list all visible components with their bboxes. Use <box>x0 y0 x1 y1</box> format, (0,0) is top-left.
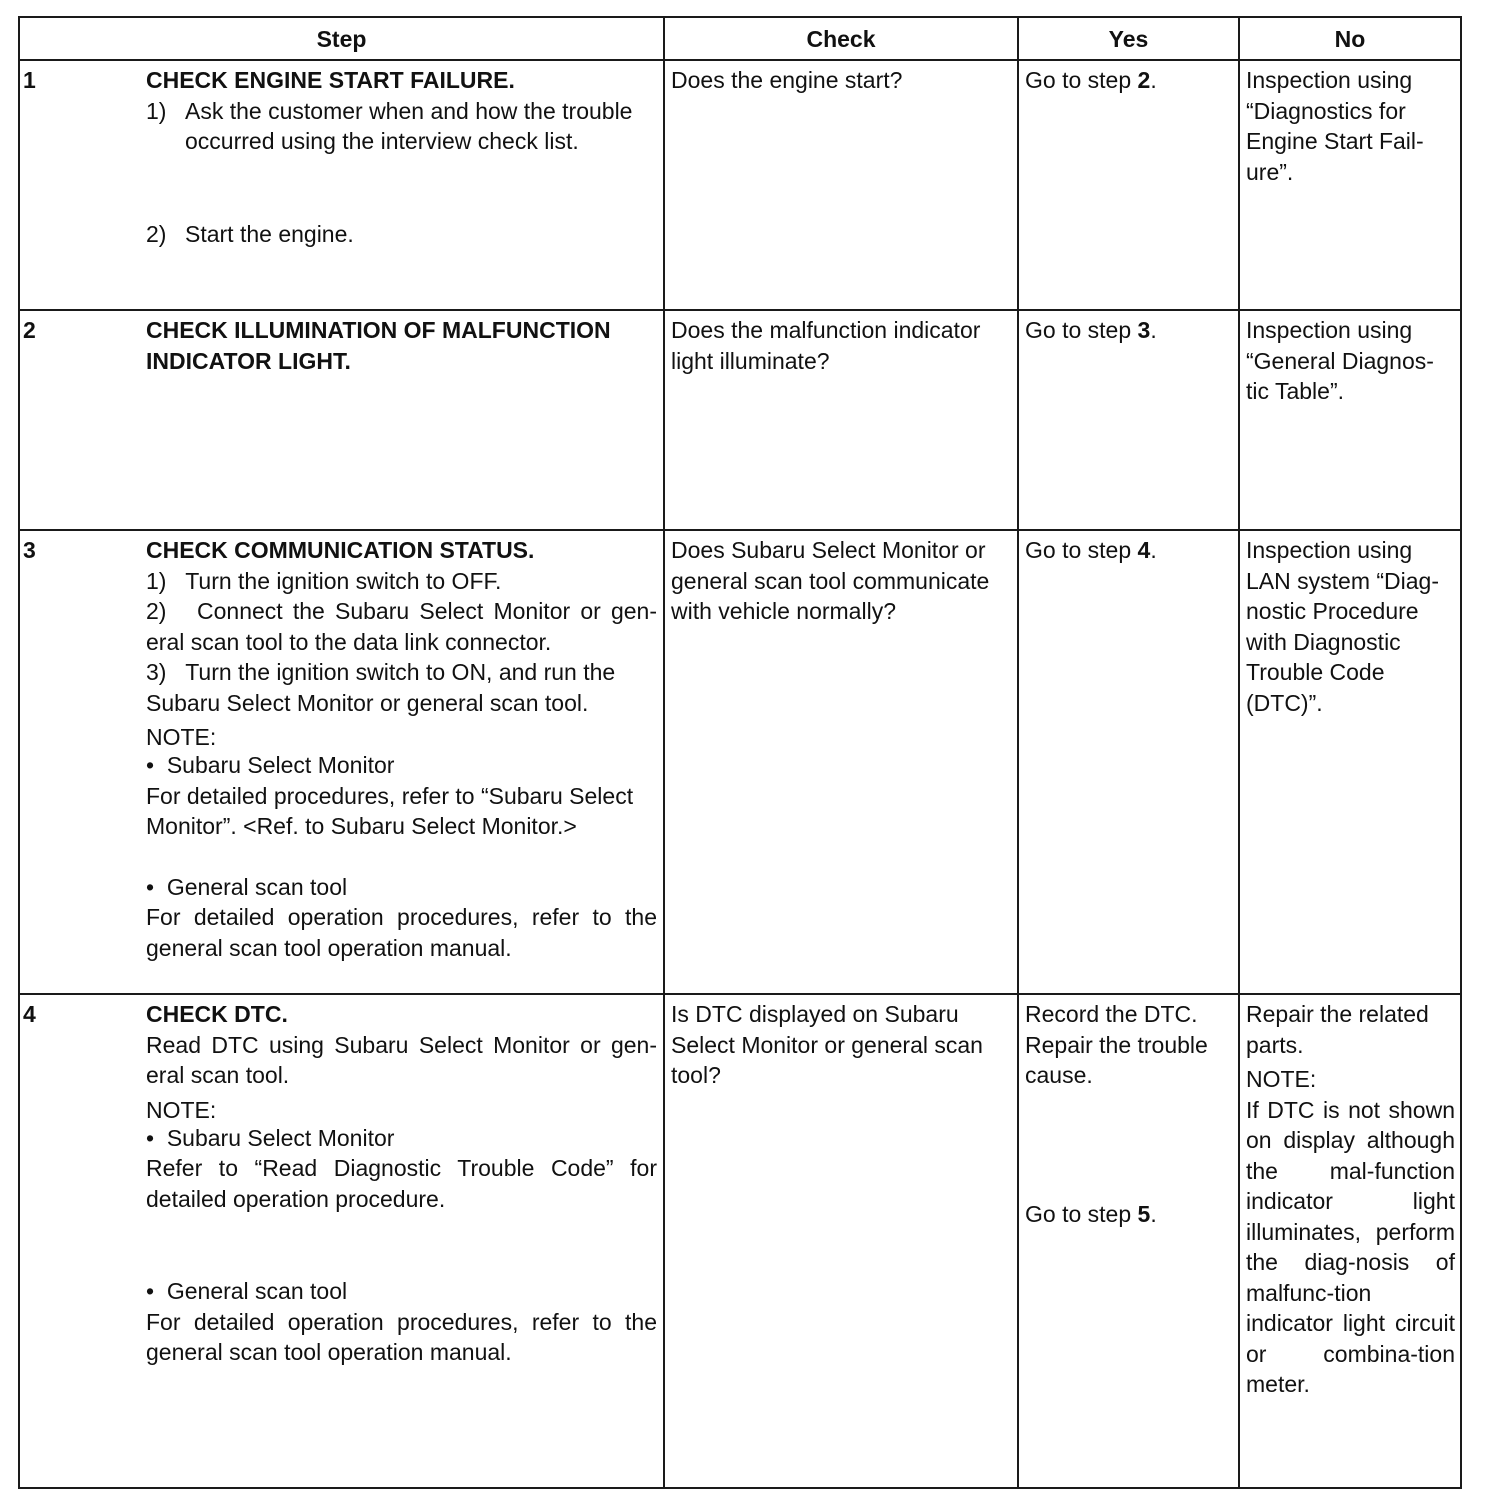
no-text: Repair the related parts. <box>1246 1001 1429 1058</box>
note-label: NOTE: <box>146 724 217 750</box>
yes-text: Record the DTC. Repair the trouble cause. <box>1025 1001 1208 1088</box>
step-title: CHECK ENGINE START FAILURE. <box>146 67 515 93</box>
check-cell: Does the engine start? <box>664 60 1018 310</box>
header-check: Check <box>664 17 1018 60</box>
table-row <box>19 310 1461 530</box>
step-title: CHECK COMMUNICATION STATUS. <box>146 537 535 563</box>
diagnostic-table <box>18 16 1462 1489</box>
check-cell: Does Subaru Select Monitor or general scan tool communicate with vehicle normally? <box>664 530 1018 994</box>
step-title: CHECK ILLUMINATION OF MALFUNCTION INDICATOR LIGHT. <box>146 317 611 374</box>
bullet-text: For detailed operation procedures, refer to the general scan tool operation manual. <box>146 1308 657 1365</box>
check-cell: Does the malfunction indicator light illuminate? <box>664 310 1018 530</box>
bullet-item: • Subaru Select Monitor <box>146 1124 395 1151</box>
step-cell <box>19 310 664 530</box>
no-cell: Inspection using “Diagnostics for Engine Start Fail-ure”. <box>1239 60 1461 310</box>
bullet-item: • General scan tool <box>146 873 348 900</box>
substep: 3) Turn the ignition switch to ON, and run the Subaru Select Monitor or general scan tool. <box>146 659 616 716</box>
yes-cell: Go to step 3. <box>1018 310 1239 530</box>
header-no: No <box>1239 17 1461 60</box>
header-row <box>19 17 1461 60</box>
step-number: 1 <box>23 67 36 93</box>
note-label: NOTE: <box>146 1096 217 1123</box>
table-row <box>19 994 1461 1488</box>
yes-cell <box>1018 994 1239 1488</box>
bullet-text: For detailed operation procedures, refer to the general scan tool operation manual. <box>146 904 657 961</box>
table-row <box>19 530 1461 994</box>
no-cell: Inspection using “General Diagnos-tic Table”. <box>1239 310 1461 530</box>
yes-cell: Go to step 4. <box>1018 530 1239 994</box>
step-cell <box>19 530 664 994</box>
step-intro: Read DTC using Subaru Select Monitor or gen-eral scan tool. <box>146 1031 657 1088</box>
substep: 2) Start the engine. <box>146 220 354 247</box>
bullet-text: Refer to “Read Diagnostic Trouble Code” for detailed operation procedure. <box>146 1155 657 1212</box>
bullet-item: • Subaru Select Monitor <box>146 752 395 778</box>
header-yes: Yes <box>1018 17 1239 60</box>
step-number: 3 <box>23 537 36 563</box>
bullet-text: For detailed procedures, refer to “Subaru Select Monitor”. <Ref. to Subaru Select Monitor.> <box>146 782 634 839</box>
table-row <box>19 60 1461 310</box>
no-note-text: If DTC is not shown on display although the mal-function indicator light illuminates, perform the diag-nosis of malfunc-tion indicator light circuit or combina-tion meter. <box>1246 1096 1455 1397</box>
substep: 2) Connect the Subaru Select Monitor or gen-eral scan tool to the data link connector. <box>146 598 657 655</box>
bullet-item: • General scan tool <box>146 1278 348 1304</box>
yes-cell: Go to step 2. <box>1018 60 1239 310</box>
no-note-label: NOTE: <box>1246 1066 1317 1092</box>
no-cell: Inspection using LAN system “Diag-nostic Procedure with Diagnostic Trouble Code (DTC)”. <box>1239 530 1461 994</box>
step-title: CHECK DTC. <box>146 1001 288 1027</box>
yes-goto: Go to step 5. <box>1025 1200 1157 1227</box>
substep: 1) Ask the customer when and how the trouble occurred using the interview check list. <box>146 97 633 154</box>
step-number: 4 <box>23 1001 36 1027</box>
header-step: Step <box>19 17 664 60</box>
step-cell <box>19 60 664 310</box>
check-cell: Is DTC displayed on Subaru Select Monitor or general scan tool? <box>664 994 1018 1488</box>
no-cell <box>1239 994 1461 1488</box>
substep: 1) Turn the ignition switch to OFF. <box>146 567 502 594</box>
step-cell <box>19 994 664 1488</box>
step-number: 2 <box>23 317 36 343</box>
